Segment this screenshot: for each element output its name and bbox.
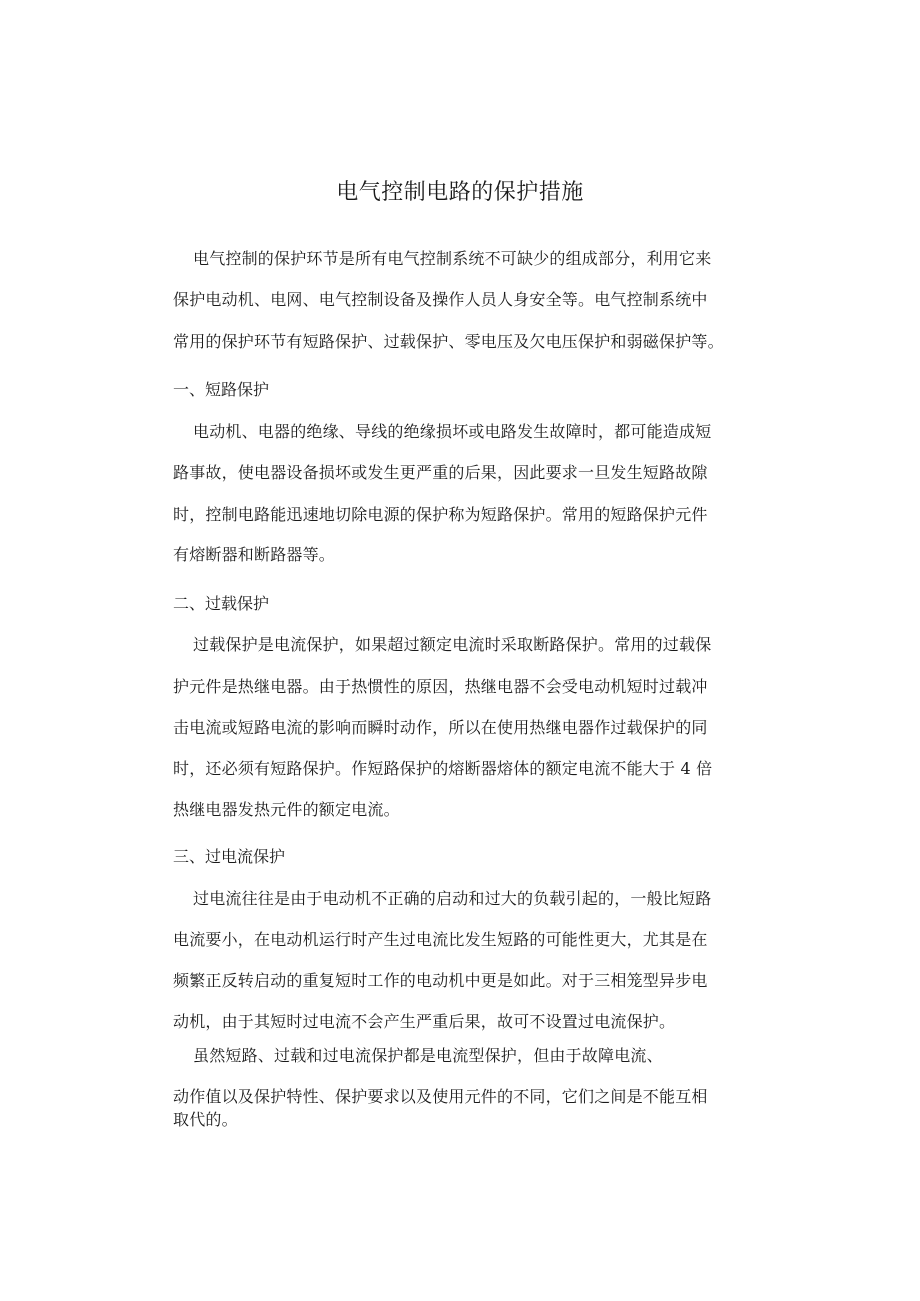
section-line: 动机，由于其短时过电流不会产生严重后果，故可不设置过电流保护。: [173, 1012, 676, 1031]
section-line: 有熔断器和断路器等。: [173, 545, 336, 564]
section-line: 护元件是热继电器。由于热惯性的原因，热继电器不会受电动机短时过载冲: [173, 677, 708, 696]
intro-line: 电气控制的保护环节是所有电气控制系统不可缺少的组成部分，利用它来: [193, 249, 712, 268]
closing-line: 动作值以及保护特性、保护要求以及使用元件的不同，它们之间是不能互相: [173, 1087, 708, 1106]
section-line: 电动机、电器的绝缘、导线的绝缘损坏或电路发生故障时，都可能造成短: [193, 422, 712, 441]
closing-line: 取代的。: [173, 1110, 238, 1129]
section-line: 时，控制电路能迅速地切除电源的保护称为短路保护。常用的短路保护元件: [173, 505, 708, 524]
intro-line: 常用的保护环节有短路保护、过载保护、零电压及欠电压保护和弱磁保护等。: [173, 332, 724, 351]
section-line: 过载保护是电流保护，如果超过额定电流时采取断路保护。常用的过载保: [193, 635, 712, 654]
section-line: 击电流或短路电流的影响而瞬时动作，所以在使用热继电器作过载保护的同: [173, 718, 708, 737]
document-title: 电气控制电路的保护措施: [336, 180, 584, 205]
section-heading-overload: 二、过载保护: [173, 594, 270, 613]
section-heading-short-circuit: 一、短路保护: [173, 380, 270, 399]
section-line: 路事故，使电器设备损坏或发生更严重的后果，因此要求一旦发生短路故隙: [173, 463, 708, 482]
section-line: 热继电器发热元件的额定电流。: [173, 800, 400, 819]
section-line: 频繁正反转启动的重复短时工作的电动机中更是如此。对于三相笼型异步电: [173, 971, 708, 990]
closing-line: 虽然短路、过载和过电流保护都是电流型保护，但由于故障电流、: [193, 1046, 663, 1065]
section-line: 时，还必须有短路保护。作短路保护的熔断器熔体的额定电流不能大于 4 倍: [173, 759, 713, 778]
section-heading-overcurrent: 三、过电流保护: [173, 847, 286, 866]
intro-line: 保护电动机、电网、电气控制设备及操作人员人身安全等。电气控制系统中: [173, 290, 708, 309]
section-line: 电流要小，在电动机运行时产生过电流比发生短路的可能性更大，尤其是在: [173, 930, 708, 949]
section-line: 过电流往往是由于电动机不正确的启动和过大的负载引起的，一般比短路: [193, 889, 712, 908]
